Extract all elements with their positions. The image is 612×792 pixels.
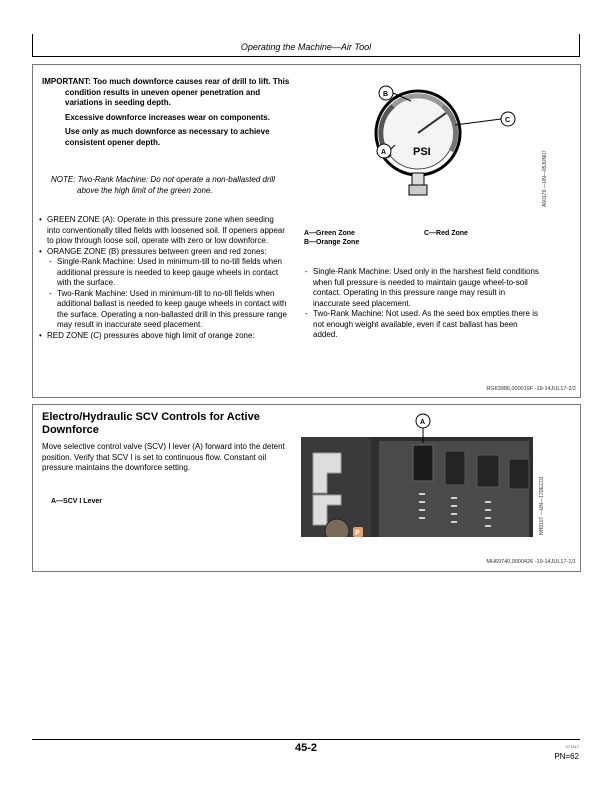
orange-zone-text: ORANGE ZONE (B) pressures between green and red zones: (47, 246, 267, 256)
red-zone-dashes (303, 267, 539, 341)
pressure-gauge-illustration (333, 79, 533, 209)
panel1-reference-code: RG63986,000019F -19-14JUL17-2/2 (486, 386, 576, 392)
gauge-psi-label: PSI (413, 146, 431, 158)
red-single-rank: - Single-Rank Machine: Used only in the harshest field conditions when full pressure is needed to maintain gauge wheel-to-soil contact. Operating in this pressure range may result in inaccurate seed placement. (303, 267, 539, 309)
caption-c-red-zone: C—Red Zone (424, 230, 468, 237)
important-lead: IMPORTANT: (42, 77, 91, 86)
scv-i-lever (413, 445, 433, 481)
important-line-2: Excessive downforce increases wear on components. (65, 112, 270, 122)
footer-pn: PN=62 (554, 752, 579, 761)
scv-lever-photo (301, 413, 533, 537)
gauge-fitting (409, 185, 427, 195)
important-line-1: Too much downforce causes rear of drill to lift. This condition results in uneven opener penetration and variations in seeding depth. (65, 77, 290, 107)
scv-instructions: Move selective control valve (SCV) I lever (A) forward into the detent position. Verify that SCV I is set to continuous flow. Constant oil pressure maintains the downforce setting. (42, 442, 285, 472)
bullet-red-zone: • RED ZONE (C) pressures above high limit of orange zone: (39, 331, 287, 342)
photo-figure-ref: NH9107 —UN—17DEC01 (539, 476, 545, 535)
panel2-reference-code: MH69740,0000426 -19-14JUL17-1/1 (486, 559, 576, 565)
note-two-rank: NOTE: Two-Rank Machine: Do not operate a non-ballasted drill above the high limit of the green zone. (51, 175, 275, 195)
red-two-rank: - Two-Rank Machine: Not used. As the seed box empties there is not enough weight available, even if cast ballast has been added. (303, 309, 539, 341)
gauge-stem (412, 173, 424, 185)
footer-rule (32, 739, 580, 740)
p-button-label: P (355, 530, 360, 537)
footer-date-code: 071417 (565, 744, 579, 749)
callout-a-photo-label: A (420, 419, 426, 426)
caption-b-orange-zone: B—Orange Zone (304, 239, 360, 246)
bullet-green-zone: • GREEN ZONE (A): Operate in this pressure zone when seeding into conventionally tilled fields with loosened soil. If openers appear to plow through loose soil, operate with zero or low downforce. (39, 215, 287, 247)
section-title: Electro/Hydraulic SCV Controls for Active Downforce (42, 411, 260, 436)
callout-a-label: A (381, 149, 387, 156)
important-block (42, 77, 292, 148)
running-header: Operating the Machine—Air Tool (240, 42, 372, 52)
scv-ii-lever (445, 451, 465, 485)
scv-iv-lever (509, 459, 529, 489)
bullet-orange-zone (39, 247, 287, 331)
caption-a-scv-lever: A—SCV I Lever (51, 498, 102, 505)
important-line-3: Use only as much downforce as necessary to achieve consistent opener depth. (65, 127, 270, 147)
callout-b-label: B (383, 91, 389, 98)
gauge-figure-ref: A60179 —UN—05JUN07 (542, 150, 548, 207)
orange-two-rank: - Two-Rank Machine: Used in minimum-till to no-till fields when additional ballast is needed to keep gauge wheels in contact with the surface. Operating a non-ballasted drill in this pressure range may result in inaccurate seed placement. (47, 289, 287, 331)
leader-c (455, 119, 501, 125)
caption-a-green-zone: A—Green Zone (304, 230, 355, 237)
scv-controls-panel (32, 404, 581, 572)
orange-single-rank: - Single-Rank Machine: Used in minimum-till to no-till fields when additional pressure is needed to keep gauge wheels in contact with the surface. (47, 257, 287, 289)
header-rule-bottom (32, 56, 580, 57)
zone-bullets (39, 215, 287, 341)
downforce-zones-panel (32, 64, 581, 398)
page-number: 45-2 (294, 742, 318, 754)
callout-c-label: C (505, 117, 511, 124)
scv-iii-lever (477, 455, 499, 487)
